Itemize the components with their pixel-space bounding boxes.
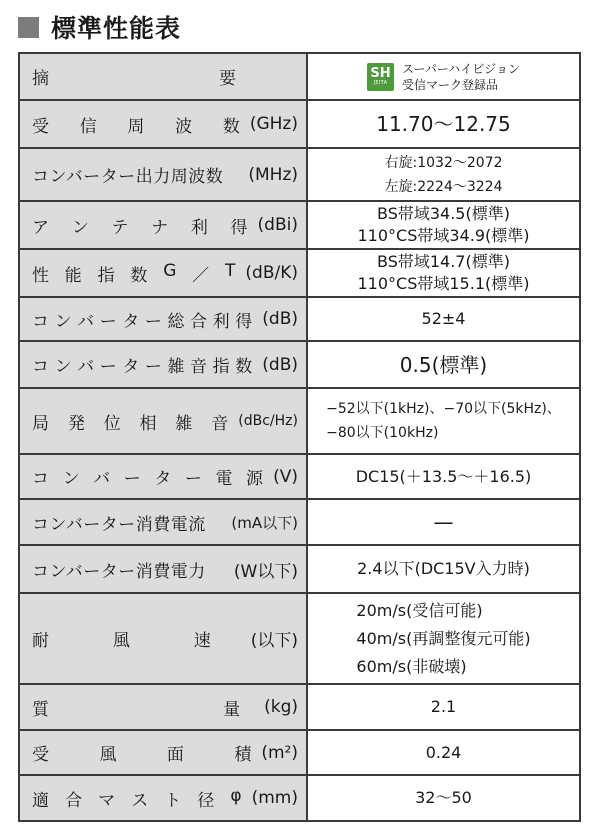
spec-row	[19, 100, 580, 148]
badge-line-1: スーパーハイビジョン	[402, 61, 520, 76]
spec-value-cell	[307, 249, 580, 297]
spec-label-cell	[19, 775, 307, 821]
spec-name-char: 能	[64, 265, 82, 286]
spec-name-char: 利	[190, 217, 208, 238]
spec-row	[19, 730, 580, 775]
spec-name-char: 数	[222, 116, 240, 137]
spec-name-char: 風	[99, 745, 117, 765]
spec-label-cell	[19, 148, 307, 201]
spec-value-line: —	[433, 510, 454, 534]
spec-name-char: 音	[190, 357, 208, 377]
spec-label-cell	[19, 730, 307, 775]
header-row	[19, 53, 580, 100]
spec-name-char: バ	[77, 311, 95, 332]
spec-name-char: コ	[32, 357, 49, 377]
spec-name-char: コ	[32, 311, 49, 332]
spec-name-char: 受	[32, 745, 49, 765]
spec-unit: (W以下)	[233, 561, 298, 582]
spec-value-cell	[307, 684, 580, 730]
spec-value-line: DC15(＋13.5〜＋16.5)	[355, 466, 532, 486]
spec-value-line: 40m/s(再調整復元可能)	[356, 628, 531, 648]
spec-name-char: 位	[103, 413, 121, 434]
spec-name-char: 質	[32, 699, 49, 720]
spec-label-cell	[19, 201, 307, 249]
spec-row	[19, 341, 580, 388]
spec-unit: (dBc/Hz)	[238, 413, 298, 429]
spec-name	[32, 786, 242, 811]
spec-value-cell	[307, 730, 580, 775]
spec-name-char: コンバーター消費電力	[32, 561, 206, 582]
spec-label-cell	[19, 388, 307, 454]
spec-name-char: ー	[123, 469, 141, 489]
spec-unit: (kg)	[264, 697, 298, 717]
spec-name-char: 指	[97, 265, 115, 286]
spec-name-char: 局	[32, 413, 49, 434]
page-title	[18, 10, 181, 44]
spec-value-cell	[307, 593, 580, 684]
spec-value-line: −52以下(1kHz)、−70以下(5kHz)、	[326, 401, 561, 417]
spec-name-char: 適	[32, 790, 49, 811]
spec-value-line: 左旋:2224〜3224	[384, 178, 503, 195]
spec-value-line: 11.70〜12.75	[376, 112, 511, 136]
spec-value-line: 0.5(標準)	[399, 352, 488, 377]
spec-name	[32, 352, 252, 377]
spec-name	[32, 409, 228, 434]
header-label-cell	[19, 53, 307, 100]
spec-name-char: 指	[212, 357, 230, 377]
spec-name	[32, 162, 238, 187]
spec-value-line: 右旋:1032〜2072	[384, 154, 503, 171]
spec-unit: (dB)	[262, 309, 298, 329]
spec-name-char: ー	[144, 311, 162, 332]
spec-row	[19, 454, 580, 499]
spec-value-cell	[307, 454, 580, 499]
spec-name-char: バ	[93, 469, 111, 489]
spec-name-char: 性	[32, 265, 49, 286]
spec-name-char: 電	[215, 469, 233, 489]
spec-label-cell	[19, 297, 307, 341]
spec-name	[32, 261, 235, 286]
spec-name-char: 信	[79, 116, 97, 137]
spec-name-char: ナ	[151, 217, 169, 238]
spec-unit: (以下)	[250, 631, 298, 651]
title-marker-square	[18, 17, 39, 38]
spec-name-char: ア	[32, 217, 49, 238]
spec-value-cell	[307, 499, 580, 545]
spec-table	[18, 52, 581, 822]
spec-name-char: 雑	[175, 413, 193, 434]
spec-name	[32, 112, 240, 137]
spec-label-cell	[19, 545, 307, 593]
spec-name-char: 周	[127, 116, 145, 137]
spec-name-char: 総	[167, 311, 185, 332]
spec-value-line: BS帯域34.5(標準)	[377, 204, 510, 223]
spec-name	[32, 307, 252, 332]
spec-name-char: 受	[32, 116, 49, 137]
spec-value-line: 110°CS帯域15.1(標準)	[357, 274, 530, 293]
spec-name	[32, 626, 241, 651]
spec-value-cell	[307, 341, 580, 388]
spec-name-char: 利	[212, 311, 230, 332]
spec-name	[32, 464, 263, 489]
spec-value-line: 20m/s(受信可能)	[356, 600, 483, 620]
spec-row	[19, 297, 580, 341]
spec-name-char: 数	[130, 265, 148, 286]
spec-value-cell	[307, 297, 580, 341]
spec-name-char: ン	[54, 311, 72, 332]
spec-label-cell	[19, 341, 307, 388]
spec-name-char: ー	[144, 357, 162, 377]
spec-unit: (mA以下)	[231, 513, 298, 532]
spec-name-char: G	[163, 260, 177, 281]
shv-badge	[367, 61, 520, 93]
spec-row	[19, 499, 580, 545]
spec-unit: (dB/K)	[245, 263, 298, 283]
spec-name	[32, 695, 254, 720]
spec-name-char: 速	[193, 631, 211, 651]
spec-value-cell	[307, 201, 580, 249]
spec-name-char: タ	[122, 311, 140, 332]
title-text: 標準性能表	[51, 14, 182, 43]
spec-row	[19, 545, 580, 593]
spec-row	[19, 201, 580, 249]
spec-name-char: 得	[230, 217, 248, 238]
spec-value-line: 110°CS帯域34.9(標準)	[357, 226, 530, 245]
spec-name-char: コンバーター消費電流	[32, 514, 206, 535]
spec-label-cell	[19, 593, 307, 684]
spec-row	[19, 775, 580, 821]
spec-name	[32, 557, 224, 582]
spec-name-char: 雑	[167, 357, 185, 377]
spec-unit: (mm)	[251, 788, 298, 808]
spec-value-line: 60m/s(非破壊)	[356, 656, 467, 676]
spec-name-char: φ	[230, 785, 242, 806]
spec-name	[32, 740, 251, 765]
spec-name-char: 波	[175, 116, 193, 137]
spec-name-char: 径	[197, 790, 215, 811]
spec-name	[32, 510, 221, 535]
spec-name-char: コ	[32, 469, 49, 489]
spec-name-char: 得	[235, 311, 253, 332]
spec-name-char: テ	[111, 217, 129, 238]
spec-unit: (m²)	[261, 742, 298, 763]
sh-jeita-logo-icon: SH JEITA	[367, 63, 394, 91]
spec-value-line: 32〜50	[415, 788, 472, 807]
spec-unit: (MHz)	[248, 164, 298, 185]
spec-name-char: ン	[71, 217, 89, 238]
spec-name-char: T	[224, 260, 236, 281]
spec-unit: (GHz)	[249, 114, 298, 134]
header-badge-cell	[307, 53, 580, 100]
spec-name-char: 合	[65, 790, 83, 811]
spec-name-char: タ	[154, 469, 172, 489]
spec-name-char: ス	[131, 790, 149, 811]
spec-name-char: コンバーター出力周波数	[32, 167, 224, 187]
spec-unit: (V)	[273, 466, 298, 487]
spec-value-line: 2.1	[430, 697, 457, 716]
spec-value-line: −80以下(10kHz)	[326, 425, 439, 441]
badge-line-2: 受信マーク登録品	[402, 77, 499, 92]
spec-name-char: ン	[54, 357, 72, 377]
spec-name-char: 積	[234, 745, 252, 765]
spec-name-char: マ	[98, 790, 116, 811]
spec-label-cell	[19, 499, 307, 545]
spec-name	[32, 213, 248, 238]
spec-name-char: ／	[192, 265, 210, 286]
spec-name-char: タ	[122, 357, 140, 377]
spec-label-cell	[19, 249, 307, 297]
spec-name-char: 源	[246, 469, 264, 489]
spec-name-char: ン	[62, 469, 80, 489]
spec-name-char: ー	[99, 357, 117, 377]
spec-value-line: 2.4以下(DC15V入力時)	[357, 559, 530, 578]
spec-value-cell	[307, 545, 580, 593]
spec-name-char: 合	[190, 311, 208, 332]
spec-row	[19, 249, 580, 297]
spec-name-char: 数	[235, 357, 253, 377]
spec-name-char: ー	[184, 469, 202, 489]
spec-name-char: 発	[67, 413, 85, 434]
spec-row	[19, 388, 580, 454]
spec-name-char: ー	[99, 311, 117, 332]
spec-name-char: ト	[164, 790, 182, 811]
spec-name-char: バ	[77, 357, 95, 377]
spec-unit: (dB)	[262, 354, 298, 375]
spec-label-cell	[19, 100, 307, 148]
spec-row	[19, 593, 580, 684]
spec-name-char: 量	[223, 699, 241, 720]
spec-value-cell	[307, 775, 580, 821]
header-label-char: 摘	[32, 69, 49, 89]
spec-value-line: 0.24	[425, 742, 462, 762]
spec-value-cell	[307, 100, 580, 148]
spec-value-line: 52±4	[421, 309, 466, 328]
spec-label-cell	[19, 454, 307, 499]
spec-name-char: 耐	[32, 631, 49, 651]
spec-name-char: 風	[112, 631, 130, 651]
spec-value-line: BS帯域14.7(標準)	[377, 252, 510, 271]
spec-name-char: 相	[139, 413, 157, 434]
spec-name-char: 音	[211, 413, 229, 434]
spec-label-cell	[19, 684, 307, 730]
spec-unit: (dBi)	[257, 215, 298, 235]
spec-value-cell	[307, 148, 580, 201]
spec-row	[19, 148, 580, 201]
spec-name-char: 面	[166, 745, 184, 765]
spec-row	[19, 684, 580, 730]
header-label-char: 要	[219, 69, 236, 89]
spec-value-cell	[307, 388, 580, 454]
